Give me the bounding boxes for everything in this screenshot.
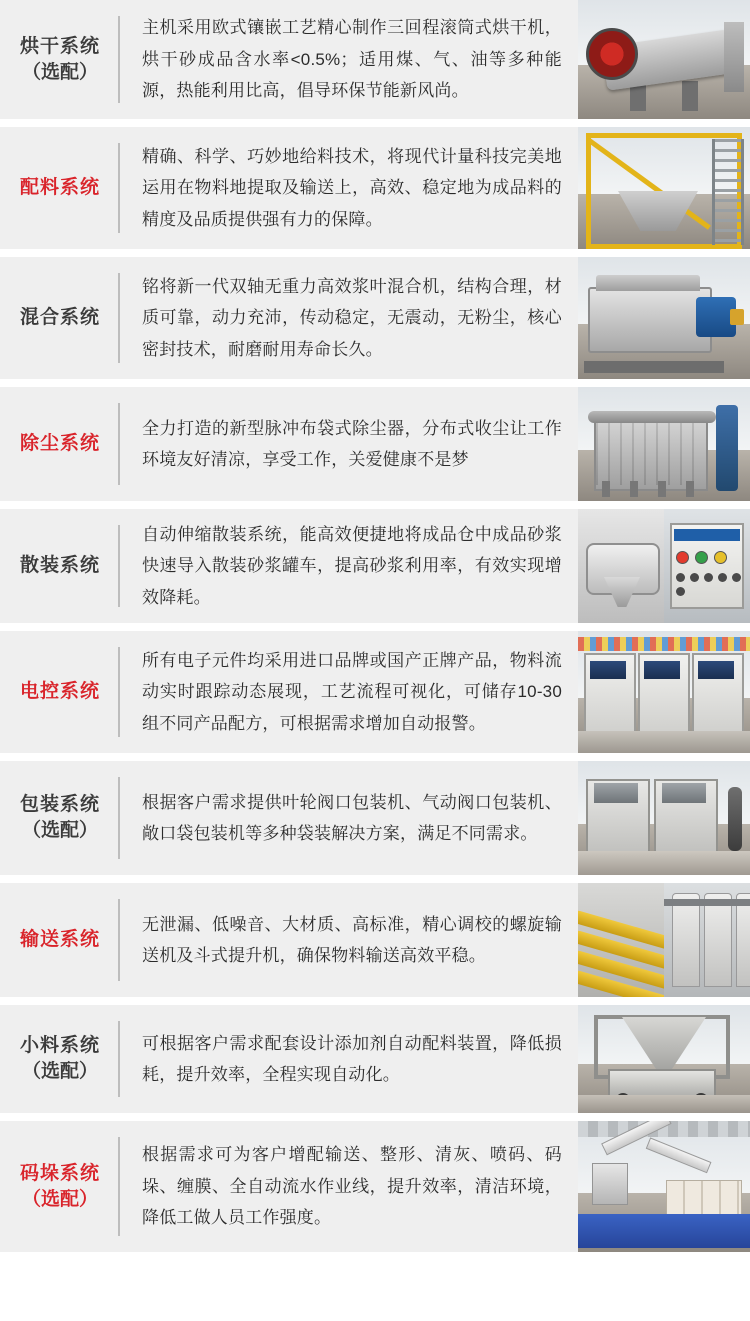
rotary-dryer-photo	[578, 0, 750, 119]
row-label-cell	[0, 883, 118, 997]
row-label: 烘干系统	[19, 35, 100, 57]
palletizing-robot-photo	[578, 1121, 750, 1252]
row-description: 精确、科学、巧妙地给料技术，将现代计量科技完美地运用在物料地提取及输送上，高效、稳定地为成品料的精度及品质提供强有力的保障。	[142, 146, 562, 229]
row-text-cell	[120, 127, 578, 249]
list-item	[0, 1117, 750, 1252]
bulk-loading-and-control-panel-photo	[578, 509, 750, 623]
electric-control-cabinet-photo	[578, 631, 750, 753]
row-label-cell	[0, 1121, 118, 1252]
row-label-cell	[0, 257, 118, 379]
row-label-cell	[0, 127, 118, 249]
row-text-cell	[120, 1005, 578, 1113]
list-item	[0, 1001, 750, 1117]
list-item	[0, 253, 750, 383]
row-description: 可根据客户需求配套设计添加剂自动配料装置，降低损耗，提升效率，全程实现自动化。	[142, 1033, 562, 1084]
row-label: 小料系统	[19, 1035, 100, 1057]
additive-dosing-photo	[578, 1005, 750, 1113]
row-label: 码垛系统	[19, 1162, 100, 1184]
row-description: 自动伸缩散装系统，能高效便捷地将成品仓中成品砂浆快速导入散装砂浆罐车，提高砂浆利用率，有效实现增效降耗。	[142, 524, 562, 607]
row-description: 铭将新一代双轴无重力高效浆叶混合机，结构合理，材质可靠，动力充沛，传动稳定，无震动，无粉尘，核心密封技术，耐磨耐用寿命长久。	[142, 276, 562, 359]
row-label-sub: （选配）	[21, 820, 98, 841]
list-item	[0, 0, 750, 123]
row-label: 除尘系统	[19, 433, 100, 455]
pulse-bag-dust-collector-photo	[578, 387, 750, 501]
row-label-cell	[0, 1005, 118, 1113]
row-description: 所有电子元件均采用进口品牌或国产正牌产品，物料流动实时跟踪动态展现，工艺流程可视化，可储存10-30组不同产品配方，可根据需求增加自动报警。	[142, 650, 562, 733]
row-label-cell	[0, 0, 118, 119]
row-label: 混合系统	[19, 307, 100, 329]
screw-conveyor-and-elevator-photo	[578, 883, 750, 997]
row-text-cell	[120, 509, 578, 623]
row-text-cell	[120, 387, 578, 501]
row-label: 包装系统	[19, 794, 100, 816]
row-description: 根据需求可为客户增配输送、整形、清灰、喷码、码垛、缠膜、全自动流水作业线，提升效率，清洁环境，降低工做人员工作强度。	[142, 1145, 562, 1228]
row-text-cell	[120, 761, 578, 875]
row-text-cell	[120, 1121, 578, 1252]
list-item	[0, 879, 750, 1001]
row-label-sub: （选配）	[21, 1188, 98, 1210]
row-label: 配料系统	[19, 177, 100, 199]
row-label: 散装系统	[19, 555, 100, 577]
twin-shaft-mixer-photo	[578, 257, 750, 379]
row-label-cell	[0, 509, 118, 623]
row-label-sub: （选配）	[21, 1061, 98, 1082]
row-label-cell	[0, 761, 118, 875]
list-item	[0, 123, 750, 253]
row-label: 输送系统	[19, 929, 100, 951]
row-text-cell	[120, 257, 578, 379]
row-text-cell	[120, 631, 578, 753]
list-item	[0, 757, 750, 879]
row-label-sub: （选配）	[21, 61, 98, 83]
list-item	[0, 383, 750, 505]
row-label-cell	[0, 631, 118, 753]
row-text-cell	[120, 0, 578, 119]
row-label-cell	[0, 387, 118, 501]
packaging-machine-photo	[578, 761, 750, 875]
row-label: 电控系统	[19, 681, 100, 703]
row-text-cell	[120, 883, 578, 997]
row-description: 全力打造的新型脉冲布袋式除尘器，分布式收尘让工作环境友好清凉，享受工作，关爱健康不是梦	[142, 418, 562, 469]
row-description: 根据客户需求提供叶轮阀口包装机、气动阀口包装机、敞口袋包装机等多种袋装解决方案，满足不同需求。	[142, 792, 562, 843]
batching-plant-photo	[578, 127, 750, 249]
list-item	[0, 505, 750, 627]
list-item	[0, 627, 750, 757]
row-description: 主机采用欧式镶嵌工艺精心制作三回程滚筒式烘干机，烘干砂成品含水率<0.5%；适用煤、气、油等多种能源，热能利用比高，倡导环保节能新风尚。	[142, 18, 562, 101]
row-description: 无泄漏、低噪音、大材质、高标准，精心调校的螺旋输送机及斗式提升机，确保物料输送高效平稳。	[142, 914, 562, 965]
